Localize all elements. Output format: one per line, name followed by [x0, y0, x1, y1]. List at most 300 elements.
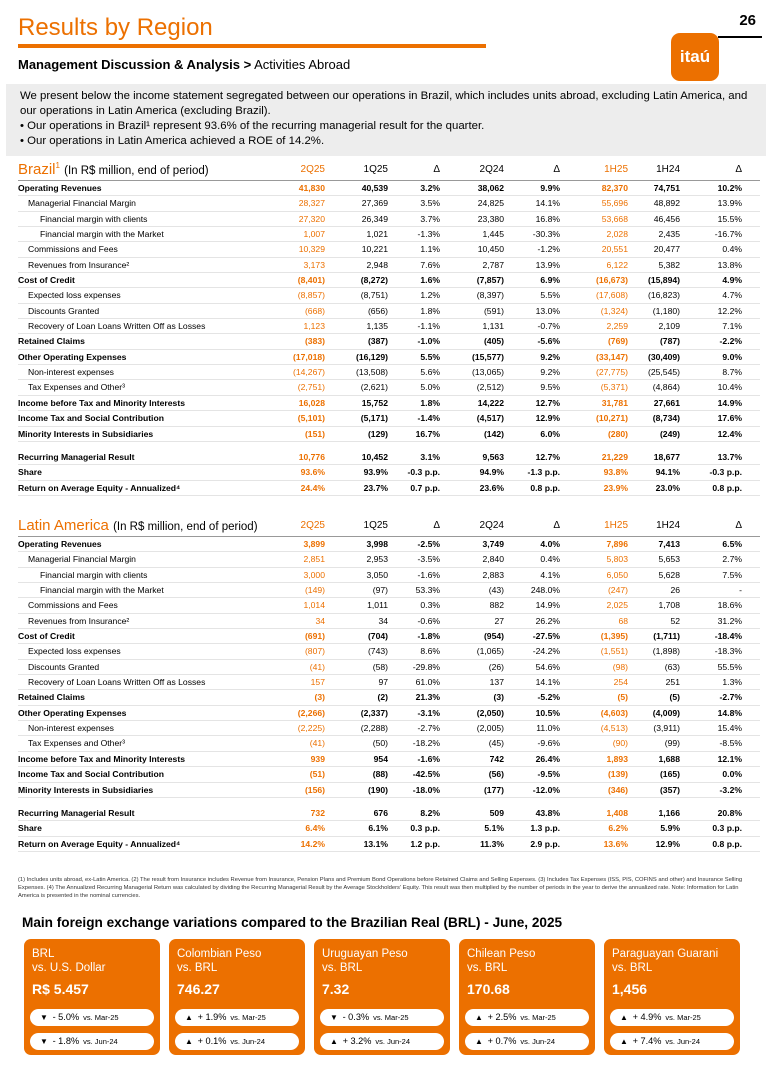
table-cell: -18.4%: [714, 631, 742, 642]
latam-table: [18, 517, 760, 852]
table-cell: 137: [489, 677, 504, 688]
row-label: Other Operating Expenses: [18, 351, 127, 362]
table-cell: (1,065): [476, 646, 504, 657]
section-header: [18, 517, 760, 535]
fx-variation-period: vs. Mar-25: [665, 1013, 701, 1022]
table-cell: 26.2%: [535, 615, 560, 626]
table-row: [18, 767, 760, 782]
chevron-up-icon: ▲: [330, 1037, 338, 1046]
table-cell: 17.6%: [717, 413, 742, 424]
table-row: [18, 465, 760, 480]
table-row: [18, 660, 760, 675]
table-row: [18, 629, 760, 644]
fx-currency-name: BRL vs. U.S. Dollar: [32, 948, 106, 974]
table-cell: 34: [315, 615, 325, 626]
table-cell: 7,896: [606, 539, 628, 549]
fx-rate-value: R$ 5.457: [32, 981, 89, 997]
table-cell: (5): [617, 692, 628, 703]
fx-variation-period: vs. Jun-24: [520, 1037, 556, 1046]
section-footnote-ref: 1: [55, 161, 60, 170]
table-cell: (387): [367, 336, 388, 347]
table-cell: (88): [372, 769, 388, 780]
table-cell: 18.6%: [717, 600, 742, 611]
table-cell: 939: [310, 753, 325, 764]
chevron-up-icon: ▲: [185, 1013, 193, 1022]
table-cell: (357): [659, 784, 680, 795]
table-cell: -2.2%: [719, 336, 742, 347]
table-cell: 9.9%: [540, 183, 560, 193]
table-cell: 6.0%: [540, 428, 560, 439]
table-cell: -1.8%: [417, 631, 440, 642]
row-label: Revenues from Insurance²: [28, 259, 130, 270]
table-cell: -1.3 p.p.: [527, 467, 560, 478]
fx-variation-pill: [175, 1033, 299, 1050]
table-cell: (954): [483, 631, 504, 642]
table-cell: (43): [488, 585, 504, 596]
table-cell: (5): [669, 692, 680, 703]
table-cell: 1.6%: [420, 275, 440, 286]
table-cell: 40,539: [361, 183, 388, 193]
table-cell: (405): [483, 336, 504, 347]
table-cell: 1.3 p.p.: [530, 823, 560, 834]
table-row: [18, 552, 760, 567]
table-cell: 28,327: [298, 198, 325, 209]
table-cell: 10,776: [298, 451, 325, 462]
table-cell: 27: [494, 615, 504, 626]
table-cell: 55.5%: [717, 661, 742, 672]
table-row: [18, 706, 760, 721]
table-cell: -8.5%: [719, 738, 742, 749]
row-label: Commissions and Fees: [28, 600, 118, 611]
page-title: Results by Region: [18, 14, 213, 41]
column-header: Δ: [735, 520, 742, 531]
table-row: [18, 319, 760, 334]
table-cell: 1.2 p.p.: [410, 838, 440, 849]
table-cell: 10,452: [361, 451, 388, 462]
fx-variation-period: vs. Jun-24: [665, 1037, 701, 1046]
chevron-up-icon: ▲: [620, 1037, 628, 1046]
fx-variation-pill: [465, 1033, 589, 1050]
table-cell: 2,840: [482, 554, 504, 565]
table-cell: (41): [309, 661, 325, 672]
table-cell: 3.1%: [420, 451, 440, 462]
fx-variation-value: + 4.9%: [632, 1012, 662, 1022]
table-cell: 5.5%: [420, 351, 440, 362]
table-cell: (5,101): [297, 413, 325, 424]
table-cell: 53.3%: [415, 585, 440, 596]
table-cell: 0.8 p.p.: [712, 482, 742, 493]
table-cell: 5.9%: [660, 823, 680, 834]
table-row: [18, 273, 760, 288]
table-cell: -9.6%: [537, 738, 560, 749]
fx-variation-pill: [175, 1009, 299, 1026]
row-label: Other Operating Expenses: [18, 707, 127, 718]
table-cell: 14.1%: [535, 198, 560, 209]
column-header: 2Q25: [300, 520, 325, 531]
table-cell: 7,413: [658, 539, 680, 549]
table-cell: 6.2%: [608, 823, 628, 834]
table-cell: -18.0%: [412, 784, 440, 795]
table-row: [18, 481, 760, 496]
table-cell: 1.1%: [420, 244, 440, 255]
row-label: Expected loss expenses: [28, 646, 121, 657]
table-row: [18, 411, 760, 426]
table-cell: 2,883: [482, 569, 504, 580]
table-cell: 13.0%: [535, 305, 560, 316]
table-cell: 5.5%: [540, 290, 560, 301]
fx-variation-period: vs. Jun-24: [83, 1037, 118, 1046]
table-cell: (2,621): [360, 382, 388, 393]
table-cell: 12.9%: [655, 838, 680, 849]
table-cell: (177): [483, 784, 504, 795]
row-label: Income before Tax and Minority Interests: [18, 397, 185, 408]
row-label: Discounts Granted: [28, 305, 100, 316]
table-cell: 14.2%: [300, 838, 325, 849]
fx-variation-pill: [320, 1009, 444, 1026]
table-spacer: [18, 798, 760, 806]
table-cell: (165): [659, 769, 680, 780]
table-cell: (8,734): [652, 413, 680, 424]
table-cell: 5.0%: [420, 382, 440, 393]
table-cell: (7,857): [476, 275, 504, 286]
table-cell: (16,129): [355, 351, 388, 362]
table-cell: 0.3%: [420, 600, 440, 611]
table-cell: 7.1%: [722, 321, 742, 332]
table-row: [18, 783, 760, 798]
table-cell: 24,825: [477, 198, 504, 209]
table-row: [18, 365, 760, 380]
table-cell: -3.5%: [417, 554, 440, 565]
table-cell: 742: [489, 753, 504, 764]
fx-variation-value: - 1.8%: [52, 1036, 80, 1046]
table-cell: 5,803: [606, 554, 628, 565]
table-cell: (51): [309, 769, 325, 780]
chevron-up-icon: ▲: [185, 1037, 193, 1046]
table-cell: 8.7%: [722, 367, 742, 378]
table-cell: (8,272): [360, 275, 388, 286]
table-cell: 0.3 p.p.: [410, 823, 440, 834]
table-cell: 5.1%: [484, 823, 504, 834]
row-label: Recurring Managerial Result: [18, 451, 135, 462]
table-cell: 3,899: [303, 539, 325, 549]
table-row: [18, 427, 760, 442]
row-label: Financial margin with clients: [40, 213, 148, 224]
table-cell: 1.2%: [420, 290, 440, 301]
table-cell: 11.0%: [536, 723, 560, 734]
table-cell: (591): [483, 305, 504, 316]
table-row: [18, 450, 760, 465]
column-header: Δ: [433, 164, 440, 175]
table-cell: 41,830: [298, 183, 325, 193]
fx-variation-pill: [610, 1009, 734, 1026]
row-label: Non-interest expenses: [28, 367, 114, 378]
table-cell: (280): [607, 428, 628, 439]
table-cell: 954: [373, 753, 388, 764]
row-label: Managerial Financial Margin: [28, 554, 136, 565]
table-cell: -30.3%: [532, 229, 560, 240]
table-cell: (99): [664, 738, 680, 749]
table-cell: (27,775): [595, 367, 628, 378]
fx-rate-value: 1,456: [612, 981, 648, 997]
table-cell: (129): [367, 428, 388, 439]
intro-bullet-latam: • Our operations in Latin America achieved a ROE of 14.2%.: [20, 135, 325, 147]
table-cell: (2,050): [476, 707, 504, 718]
table-cell: 1,135: [366, 321, 388, 332]
table-cell: 0.3 p.p.: [712, 823, 742, 834]
table-cell: 0.0%: [722, 769, 742, 780]
column-header: Δ: [433, 520, 440, 531]
table-cell: 16.7%: [415, 428, 440, 439]
column-header: 1Q25: [363, 164, 388, 175]
table-cell: 6,122: [606, 259, 628, 270]
table-cell: 8.6%: [420, 646, 440, 657]
table-cell: (13,065): [471, 367, 504, 378]
table-cell: 13.7%: [717, 451, 742, 462]
table-cell: -27.5%: [532, 631, 560, 642]
row-label: Recurring Managerial Result: [18, 807, 135, 818]
row-label: Minority Interests in Subsidiaries: [18, 784, 154, 795]
table-cell: 27,369: [361, 198, 388, 209]
column-header: 1Q25: [363, 520, 388, 531]
section-name: Brazil: [18, 161, 56, 178]
row-label: Share: [18, 823, 42, 834]
table-cell: 10.2%: [717, 183, 742, 193]
row-label: Non-interest expenses: [28, 723, 114, 734]
table-cell: (4,603): [600, 707, 628, 718]
table-cell: 55,696: [601, 198, 628, 209]
title-underline: [18, 44, 486, 48]
table-cell: 7.5%: [722, 569, 742, 580]
breadcrumb-page: Activities Abroad: [251, 57, 351, 72]
table-cell: (2,751): [297, 382, 325, 393]
table-cell: (26): [488, 661, 504, 672]
table-cell: 12.1%: [717, 753, 742, 764]
table-cell: (16,823): [647, 290, 680, 301]
table-cell: (13,508): [355, 367, 388, 378]
table-cell: 9.2%: [540, 351, 560, 362]
table-cell: -16.7%: [714, 229, 742, 240]
table-cell: 5,628: [658, 569, 680, 580]
table-row: [18, 258, 760, 273]
row-label: Income Tax and Social Contribution: [18, 769, 164, 780]
table-cell: -3.1%: [417, 707, 440, 718]
table-cell: -18.3%: [714, 646, 742, 657]
table-cell: 1.8%: [420, 305, 440, 316]
section-title: [18, 517, 258, 534]
table-cell: -1.3%: [417, 229, 440, 240]
table-cell: (1,324): [600, 305, 628, 316]
column-header: Δ: [735, 164, 742, 175]
table-cell: (14,267): [292, 367, 325, 378]
fx-variation-period: vs. Mar-25: [230, 1013, 266, 1022]
table-row: [18, 212, 760, 227]
table-cell: (3,911): [653, 723, 680, 734]
table-cell: (668): [304, 305, 325, 316]
table-cell: 0.7 p.p.: [410, 482, 440, 493]
intro-text: We present below the income statement segregated between our operations in Brazil, which includes units abroad, excluding Latin America, and our operations in Latin America (excluding Brazil).: [20, 90, 748, 117]
table-cell: (50): [372, 738, 388, 749]
table-cell: -12.0%: [532, 784, 560, 795]
table-cell: 676: [373, 807, 388, 818]
table-cell: 54.6%: [535, 661, 560, 672]
table-cell: (15,577): [471, 351, 504, 362]
table-cell: 23,380: [477, 213, 504, 224]
table-cell: (33,147): [595, 351, 628, 362]
fx-currency-name: Colombian Peso vs. BRL: [177, 948, 262, 974]
table-cell: -9.5%: [537, 769, 560, 780]
table-cell: 2,787: [482, 259, 504, 270]
table-cell: (30,409): [647, 351, 680, 362]
fx-variation-value: + 3.2%: [342, 1036, 372, 1046]
chevron-down-icon: ▼: [40, 1037, 48, 1046]
row-label: Recovery of Loan Loans Written Off as Losses: [28, 677, 206, 688]
fx-card: [24, 939, 160, 1055]
table-cell: 52: [670, 615, 680, 626]
row-label: Revenues from Insurance²: [28, 615, 130, 626]
table-cell: 12.4%: [717, 428, 742, 439]
table-cell: 74,751: [653, 183, 680, 193]
table-cell: (1,711): [653, 631, 680, 642]
fx-section-title: Main foreign exchange variations compared to the Brazilian Real (BRL) - June, 2025: [22, 915, 563, 930]
table-row: [18, 821, 760, 836]
table-cell: 3,998: [366, 539, 388, 549]
row-label: Tax Expenses and Other³: [28, 738, 125, 749]
table-spacer: [18, 442, 760, 450]
table-cell: 3.5%: [420, 198, 440, 209]
table-cell: (1,898): [652, 646, 680, 657]
table-cell: 1,445: [482, 229, 504, 240]
table-cell: 9,563: [482, 451, 504, 462]
table-cell: -1.6%: [417, 569, 440, 580]
table-cell: 16.8%: [535, 213, 560, 224]
fx-variation-value: + 2.5%: [487, 1012, 517, 1022]
table-cell: 10.5%: [535, 707, 560, 718]
table-cell: 34: [378, 615, 388, 626]
table-cell: 1,014: [303, 600, 325, 611]
table-cell: 1.3%: [722, 677, 742, 688]
row-label: Income Tax and Social Contribution: [18, 413, 164, 424]
fx-currency-name: Paraguayan Guarani vs. BRL: [612, 948, 719, 974]
table-cell: 3,050: [366, 569, 388, 580]
table-cell: 93.9%: [363, 467, 388, 478]
table-cell: (1,551): [600, 646, 628, 657]
table-row: [18, 752, 760, 767]
fx-variation-value: + 0.1%: [197, 1036, 227, 1046]
table-cell: (691): [304, 631, 325, 642]
table-row: [18, 334, 760, 349]
table-cell: 12.9%: [535, 413, 560, 424]
table-cell: 43.8%: [535, 807, 560, 818]
table-cell: 4.0%: [540, 539, 560, 549]
table-row: [18, 736, 760, 751]
table-cell: (5,171): [360, 413, 388, 424]
table-cell: 15.4%: [717, 723, 742, 734]
table-row: [18, 614, 760, 629]
table-cell: (787): [659, 336, 680, 347]
table-cell: 13.9%: [717, 198, 742, 209]
table-cell: 23.0%: [655, 482, 680, 493]
table-cell: (5,371): [600, 382, 628, 393]
table-cell: (3): [493, 692, 504, 703]
table-cell: 15.5%: [717, 213, 742, 224]
table-cell: -3.2%: [719, 784, 742, 795]
table-row: [18, 644, 760, 659]
fx-card: [314, 939, 450, 1055]
table-cell: 13.8%: [717, 259, 742, 270]
table-cell: 10,221: [361, 244, 388, 255]
section-unit: (In R$ million, end of period): [113, 521, 258, 533]
table-cell: 9.2%: [540, 367, 560, 378]
column-header: 1H24: [656, 164, 680, 175]
table-cell: 6,050: [606, 569, 628, 580]
table-cell: (249): [659, 428, 680, 439]
table-row: [18, 227, 760, 242]
table-cell: (247): [607, 585, 628, 596]
table-cell: -1.0%: [417, 336, 440, 347]
table-cell: 4.1%: [540, 569, 560, 580]
table-cell: (4,009): [652, 707, 680, 718]
table-cell: (2,225): [297, 723, 325, 734]
column-header: 2Q25: [300, 164, 325, 175]
table-cell: 6.5%: [722, 539, 742, 549]
table-cell: 20,477: [653, 244, 680, 255]
table-cell: (90): [612, 738, 628, 749]
fx-variation-value: - 5.0%: [52, 1012, 80, 1022]
fx-card: [459, 939, 595, 1055]
table-cell: 4.9%: [722, 275, 742, 286]
table-cell: -1.6%: [417, 753, 440, 764]
table-cell: 2.7%: [722, 554, 742, 565]
table-cell: 26.4%: [535, 753, 560, 764]
row-label: Discounts Granted: [28, 661, 100, 672]
table-cell: 3,000: [303, 569, 325, 580]
table-cell: 2,435: [658, 229, 680, 240]
table-cell: (383): [304, 336, 325, 347]
table-row: [18, 806, 760, 821]
column-header: 1H24: [656, 520, 680, 531]
table-cell: 1.8%: [420, 397, 440, 408]
section-unit: (In R$ million, end of period): [64, 165, 209, 177]
table-cell: (8,857): [297, 290, 325, 301]
row-label: Operating Revenues: [18, 183, 102, 193]
section-name: Latin America: [18, 517, 109, 534]
table-cell: (98): [612, 661, 628, 672]
table-cell: (41): [309, 738, 325, 749]
chevron-up-icon: ▲: [620, 1013, 628, 1022]
table-row: [18, 242, 760, 257]
fx-rate-value: 746.27: [177, 981, 220, 997]
table-cell: 1,708: [658, 600, 680, 611]
table-cell: 5,653: [658, 554, 680, 565]
table-cell: 27,320: [298, 213, 325, 224]
table-cell: 6.4%: [305, 823, 325, 834]
table-cell: 13.9%: [535, 259, 560, 270]
table-cell: (2,337): [360, 707, 388, 718]
table-cell: 23.6%: [479, 482, 504, 493]
table-cell: 248.0%: [530, 585, 560, 596]
row-label: Share: [18, 467, 42, 478]
row-label: Minority Interests in Subsidiaries: [18, 428, 154, 439]
table-cell: (8,401): [297, 275, 325, 286]
table-cell: 1,688: [658, 753, 680, 764]
column-header: 2Q24: [479, 520, 504, 531]
fx-variation-pill: [30, 1009, 154, 1026]
table-cell: 14.9%: [535, 600, 560, 611]
table-cell: (656): [367, 305, 388, 316]
table-cell: -24.2%: [532, 646, 560, 657]
table-cell: 46,456: [653, 213, 680, 224]
table-cell: (190): [367, 784, 388, 795]
